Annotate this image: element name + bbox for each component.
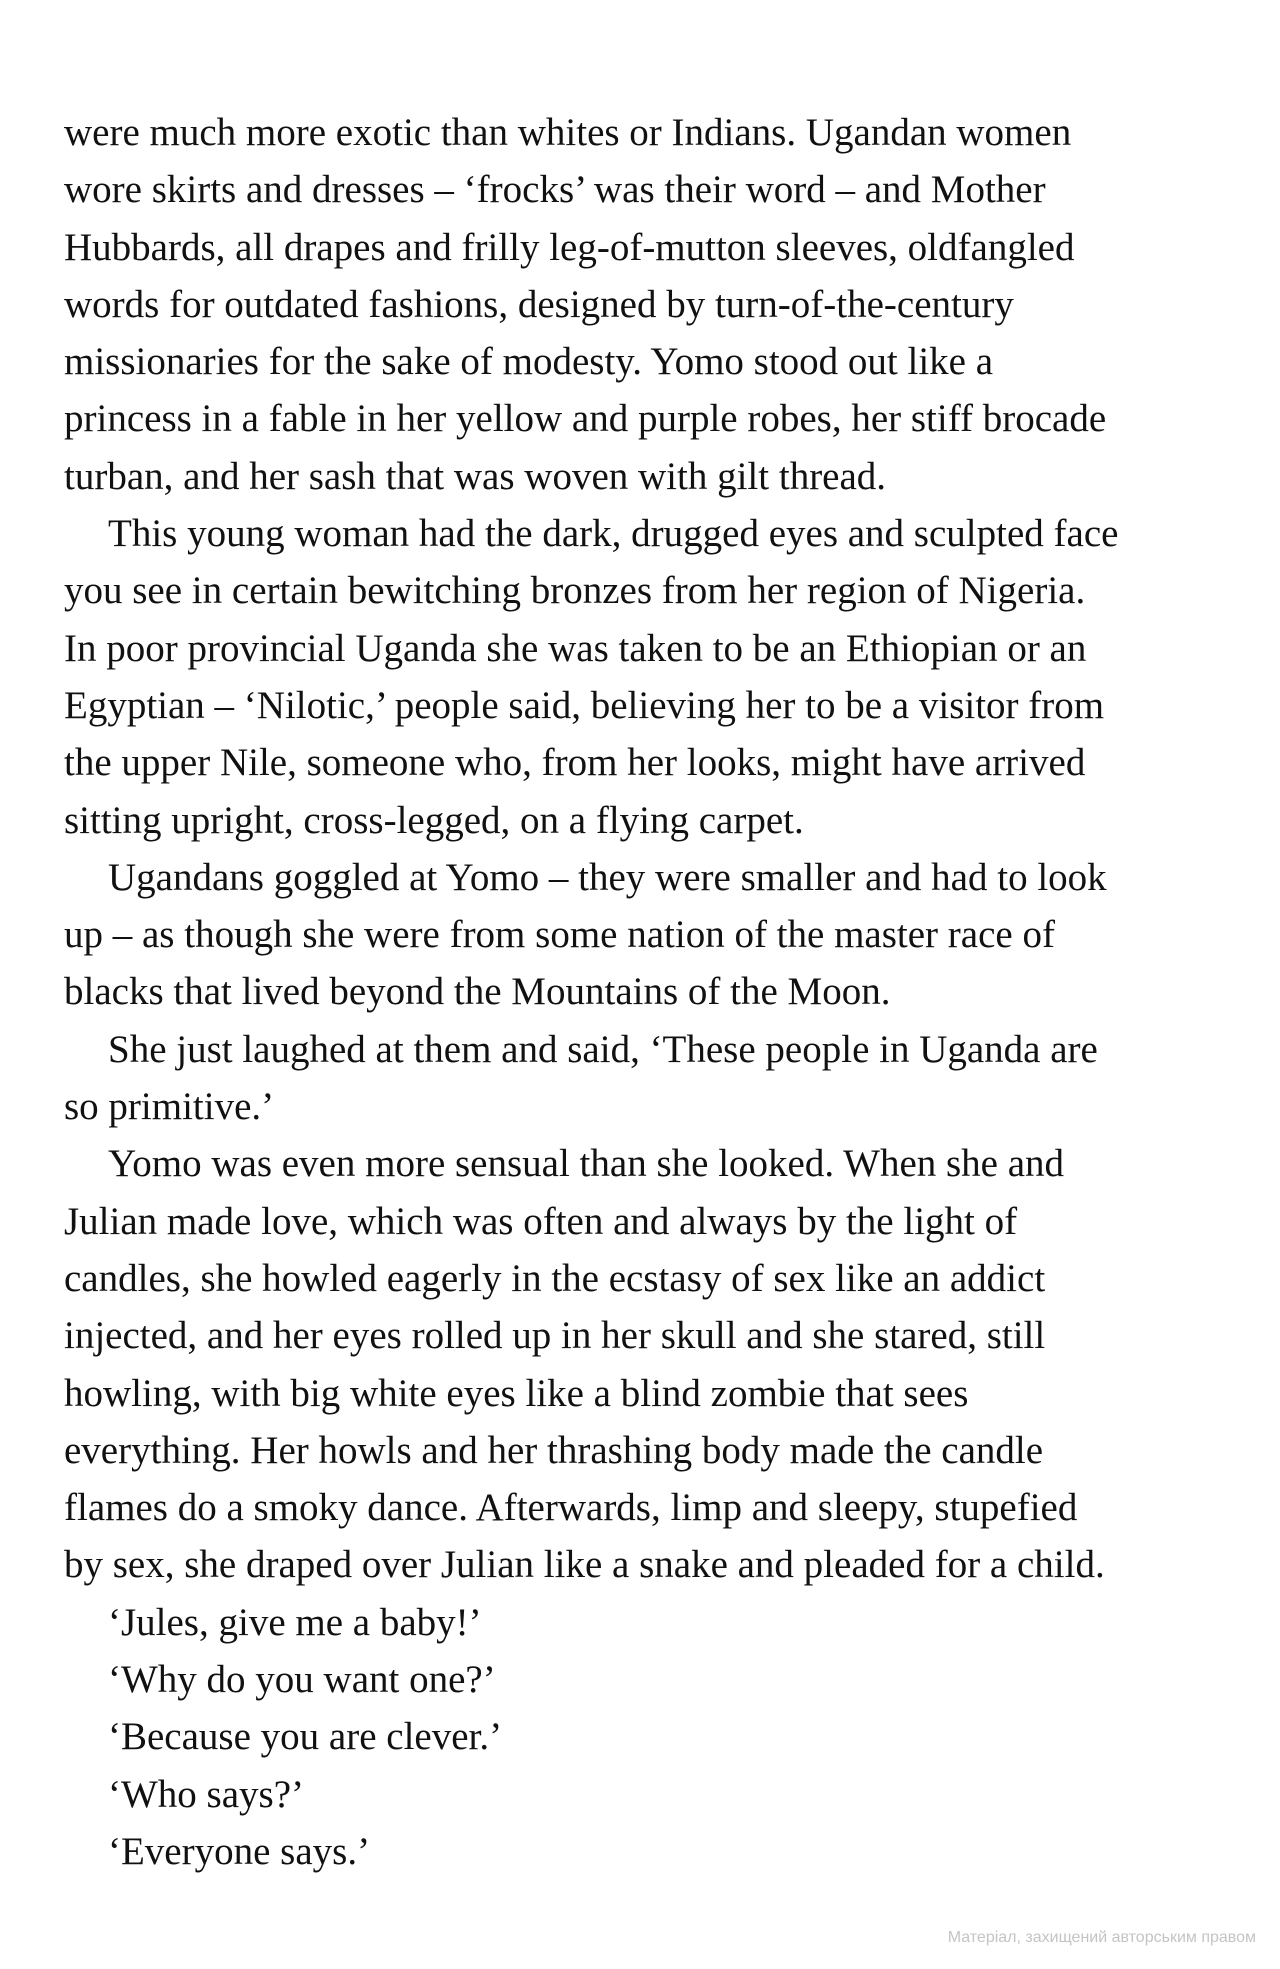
text-line: up – as though she were from some nation of the master race of (64, 913, 1055, 957)
text-line: wore skirts and dresses – ‘frocks’ was their word – and Mother (64, 168, 1046, 212)
text-line: howling, with big white eyes like a blind zombie that sees (64, 1371, 969, 1415)
text-line: were much more exotic than whites or Indians. Ugandan women (64, 111, 1072, 154)
text-line: This young woman had the dark, drugged eyes and sculpted face (108, 512, 1119, 556)
text-line: ‘Jules, give me a baby!’ (108, 1600, 482, 1644)
text-line: missionaries for the sake of modesty. Yomo stood out like a (64, 340, 994, 384)
text-line: princess in a fable in her yellow and purple robes, her stiff brocade (64, 397, 1107, 441)
text-line: by sex, she draped over Julian like a snake and pleaded for a child. (64, 1543, 1105, 1587)
text-line: the upper Nile, someone who, from her looks, might have arrived (64, 741, 1086, 785)
text-line: Julian made love, which was often and always by the light of (64, 1199, 1018, 1243)
text-line: you see in certain bewitching bronzes from her region of Nigeria. (64, 569, 1086, 613)
text-line: Ugandans goggled at Yomo – they were smaller and had to look (108, 855, 1107, 899)
text-line: injected, and her eyes rolled up in her skull and she stared, still (64, 1314, 1046, 1358)
text-line: so primitive.’ (64, 1085, 275, 1129)
text-line: words for outdated fashions, designed by turn-of-the-century (64, 282, 1014, 326)
text-line: sitting upright, cross-legged, on a flying carpet. (64, 798, 804, 842)
page-body (64, 104, 1224, 1880)
paragraph (64, 505, 1224, 849)
dialogue-paragraph (64, 1708, 1224, 1765)
paragraph (64, 1021, 1224, 1136)
paragraph (64, 1135, 1224, 1593)
text-line: Egyptian – ‘Nilotic,’ people said, believing her to be a visitor from (64, 683, 1105, 727)
text-line: Hubbards, all drapes and frilly leg-of-mutton sleeves, oldfangled (64, 225, 1075, 269)
text-line: everything. Her howls and her thrashing body made the candle (64, 1428, 1044, 1472)
paragraph (64, 849, 1224, 1021)
dialogue-paragraph (64, 1651, 1224, 1708)
text-line: She just laughed at them and said, ‘These people in Uganda are (108, 1027, 1098, 1071)
text-line: turban, and her sash that was woven with gilt thread. (64, 454, 887, 498)
dialogue-paragraph (64, 1594, 1224, 1651)
text-line: blacks that lived beyond the Mountains of the Moon. (64, 970, 891, 1014)
text-line: ‘Because you are clever.’ (108, 1715, 503, 1759)
text-line: candles, she howled eagerly in the ecstasy of sex like an addict (64, 1256, 1046, 1300)
copyright-watermark: Матеріал, захищений авторським правом (947, 1929, 1256, 1946)
dialogue-paragraph (64, 1823, 1224, 1880)
text-line: ‘Who says?’ (108, 1772, 305, 1816)
text-line: In poor provincial Uganda she was taken to be an Ethiopian or an (64, 626, 1087, 670)
text-line: ‘Why do you want one?’ (108, 1658, 496, 1702)
paragraph (64, 104, 1224, 505)
text-line: flames do a smoky dance. Afterwards, limp and sleepy, stupefied (64, 1486, 1078, 1530)
text-line: Yomo was even more sensual than she looked. When she and (108, 1142, 1065, 1186)
text-line: ‘Everyone says.’ (108, 1829, 371, 1873)
dialogue-paragraph (64, 1766, 1224, 1823)
